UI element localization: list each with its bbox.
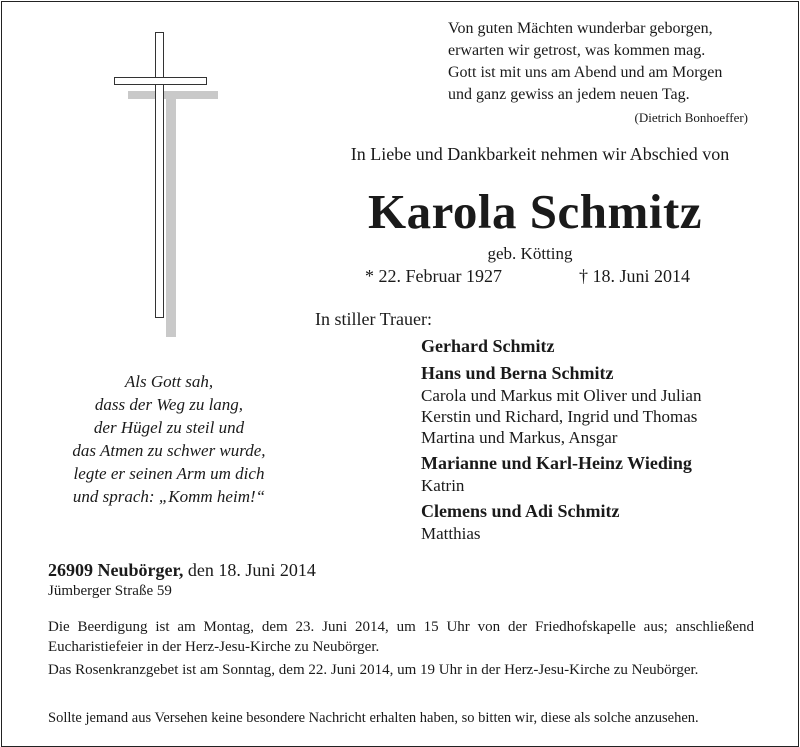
mourner-head: Clemens und Adi Schmitz — [421, 501, 620, 521]
mourner-line: Kerstin und Richard, Ingrid und Thomas — [421, 407, 698, 426]
quote-author: (Dietrich Bonhoeffer) — [634, 110, 748, 125]
mourner-head: Gerhard Schmitz — [421, 336, 555, 356]
poem-line: der Hügel zu steil und — [93, 418, 245, 437]
mourner-line: Martina und Markus, Ansgar — [421, 428, 618, 447]
quote-line: erwarten wir getrost, was kommen mag. — [448, 42, 706, 59]
quote-line: Gott ist mit uns am Abend und am Morgen — [448, 64, 723, 81]
address: Jümberger Straße 59 — [48, 583, 172, 599]
mourning-label: In stiller Trauer: — [315, 309, 432, 329]
maiden-name: geb. Kötting — [487, 244, 573, 263]
poem-line: legte er seinen Arm um dich — [73, 464, 265, 483]
death-date: † 18. Juni 2014 — [579, 266, 691, 286]
mourner-group — [421, 500, 791, 544]
mourner-line: Matthias — [421, 524, 481, 543]
rosary-notice: Das Rosenkranzgebet ist am Sonntag, dem 22. Juni 2014, um 19 Uhr in der Herz-Jesu-Kirche zu Neubörger. — [48, 662, 699, 678]
poem-line: dass der Weg zu lang, — [94, 395, 244, 414]
quote-line: und ganz gewiss an jedem neuen Tag. — [448, 86, 690, 103]
funeral-notice: Die Beerdigung ist am Montag, dem 23. Juni 2014, um 15 Uhr von der Friedhofskapelle aus; anschließend Eucharistiefeier in der Herz-Jesu-Kirche zu Neubörger. — [48, 619, 754, 655]
poem-line: Als Gott sah, — [124, 372, 214, 391]
mourner-line: Carola und Markus mit Oliver und Julian — [421, 386, 702, 405]
farewell-intro: In Liebe und Dankbarkeit nehmen wir Abschied von — [350, 144, 730, 164]
notification-notice: Sollte jemand aus Versehen keine besondere Nachricht erhalten haben, so bitten wir, diese als solche anzusehen. — [48, 710, 699, 726]
place-city: 26909 Neubörger, — [48, 560, 184, 580]
birth-date: * 22. Februar 1927 — [365, 266, 502, 286]
mourner-head: Marianne und Karl-Heinz Wieding — [421, 453, 692, 473]
poem-line: und sprach: „Komm heim!“ — [72, 487, 266, 506]
bonhoeffer-quote — [448, 18, 768, 106]
mourner-list — [421, 335, 791, 548]
mourner-line: Katrin — [421, 476, 465, 495]
mourner-head: Hans und Berna Schmitz — [421, 363, 614, 383]
memorial-poem — [44, 370, 294, 508]
mourner-group — [421, 452, 791, 496]
place-date — [48, 560, 316, 581]
poem-line: das Atmen zu schwer wurde, — [72, 441, 266, 460]
deceased-name: Karola Schmitz — [367, 184, 703, 239]
mourner-group — [421, 362, 791, 448]
mourner-group — [421, 335, 791, 358]
place-date-text: den 18. Juni 2014 — [187, 560, 316, 580]
quote-line: Von guten Mächten wunderbar geborgen, — [448, 20, 713, 37]
